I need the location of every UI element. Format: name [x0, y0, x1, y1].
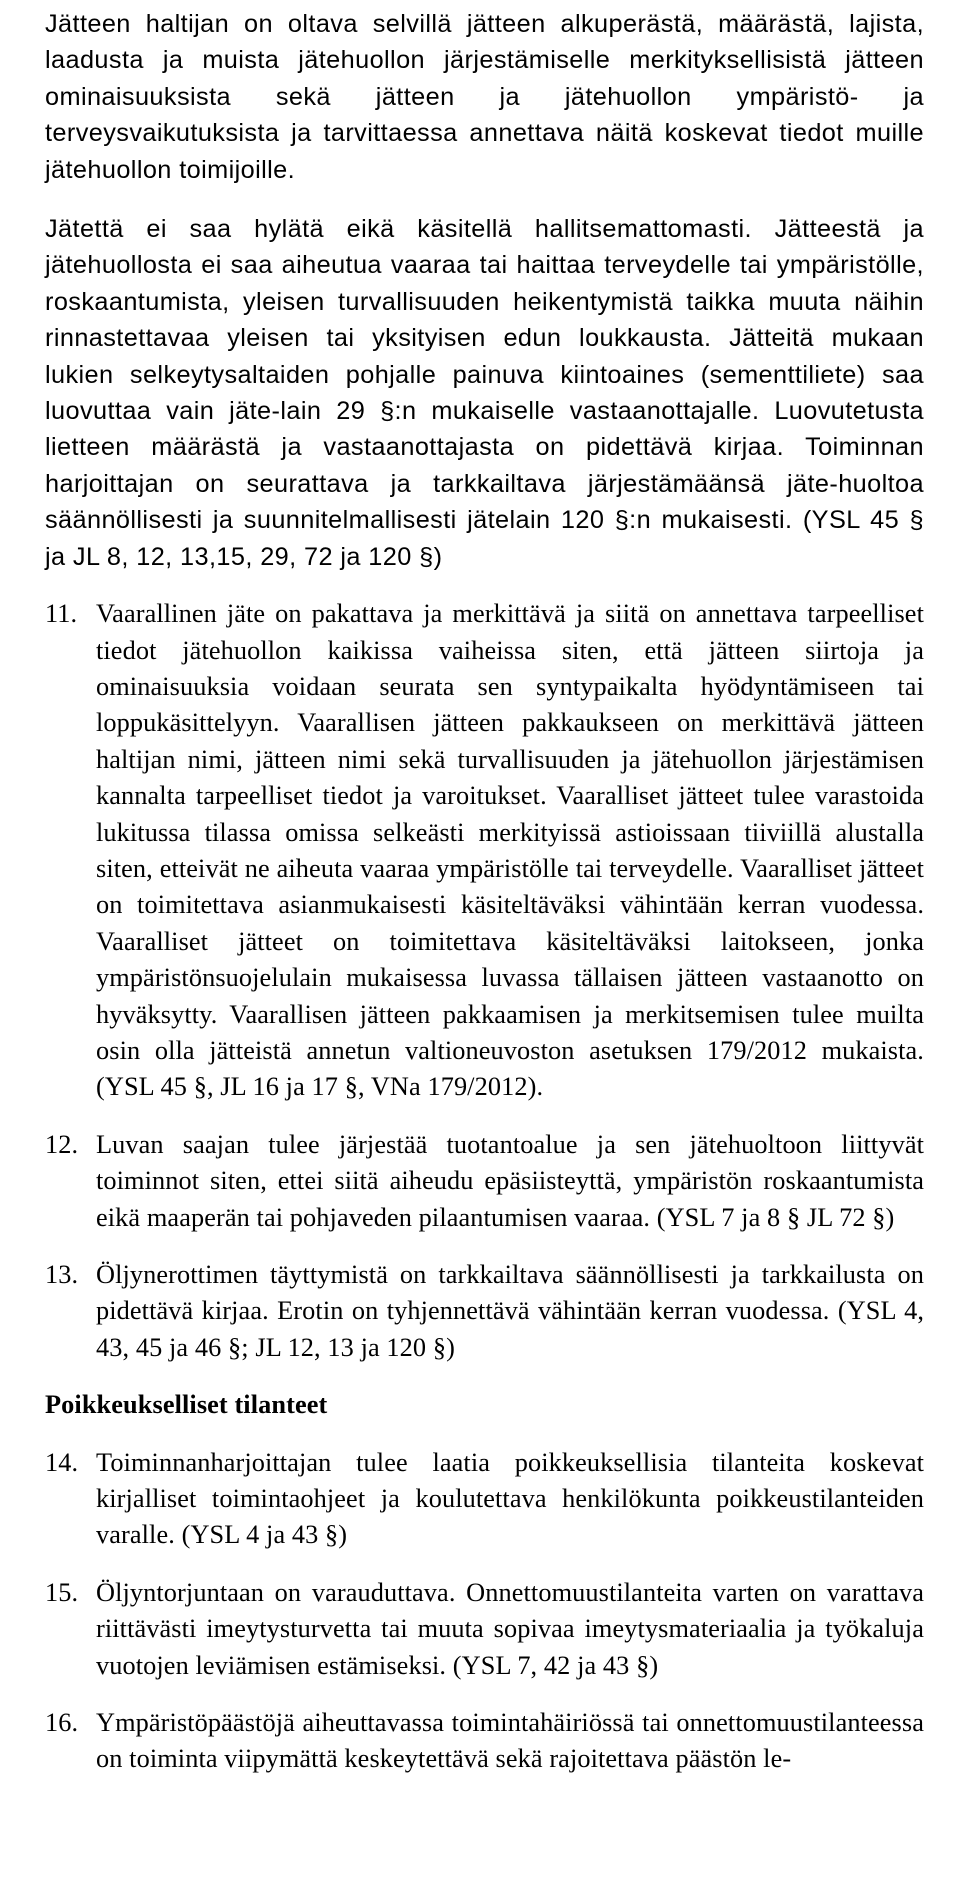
intro-paragraph-2-lead: Jätettä ei saa hylätä eikä käsitellä hallitsemattomasti. [45, 215, 752, 244]
item-text: Toiminnanharjoittajan tulee laatia poikkeuksellisia tilanteita koskevat kirjalliset toimintaohjeet ja koulutettava henkilökunta poikkeustilanteiden varalle. (YSL 4 ja 43 §) [96, 1447, 924, 1550]
intro-paragraph-2-rest: Jätteestä ja jätehuollosta ei saa aiheutua vaaraa tai haittaa terveydelle tai ympäristölle, roskaantumista, yleisen turvallisuuden heikentymistä taikka muuta näihin rinnastettavaa yleisen tai yksityisen edun loukkausta. Jätteitä mukaan lukien selkeytysaltaiden pohjalle painuva kiintoaines (sementtiliete) saa luovuttaa vain jäte-lain 29 §:n mukaiselle vastaanottajalle. Luovutetusta lietteen määrästä ja vastaanottajasta on pidettävä kirjaa. Toiminnan harjoittajan on seurattava ja tarkkailtava järjestämäänsä jäte-huoltoa säännöllisesti ja suunnitelmallisesti jätelain 120 §:n mukaisesti. (YSL 45 § ja JL 8, 12, 13,15, 29, 72 ja 120 §) [45, 215, 925, 571]
item-number: 13. [45, 1260, 79, 1289]
intro-paragraph-2 [45, 211, 924, 575]
intro-paragraph-1: Jätteen haltijan on oltava selvillä jätteen alkuperästä, määrästä, lajista, laadusta ja muista jätehuollon järjestämiselle merkityksellisistä jätteen ominaisuuksista sekä jätteen ja jätehuollon ympäristö- ja terveysvaikutuksista ja tarvittaessa annettava näitä koskevat tiedot muille jätehuollon toimijoille. [45, 10, 924, 184]
item-text: Vaarallinen jäte on pakattava ja merkittävä ja siitä on annettava tarpeelliset tiedot jätehuollon kaikissa vaiheissa siten, että jätteen siirtoja ja ominaisuuksia voidaan seurata sen syntypaikalta hyödyntämiseen tai loppukäsittelyyn. Vaarallisen jätteen pakkaukseen on merkittävä jätteen haltijan nimi, jätteen nimi sekä turvallisuuden ja jätehuollon järjestämisen kannalta tarpeelliset tiedot ja varoitukset. Vaaralliset jätteet tulee varastoida lukitussa tilassa omissa selkeästi merkityissä astioissaan tiiviillä alustalla siten, etteivät ne aiheuta vaaraa ympäristölle tai terveydelle. Vaaralliset jätteet on toimitettava asianmukaisesti käsiteltäväksi vähintään kerran vuodessa. Vaaralliset jätteet on toimitettava käsiteltäväksi laitokseen, jonka ympäristönsuojelulain mukaisessa luvassa tällaisen jätteen vastaanotto on hyväksytty. Vaarallisen jätteen pakkaamisen ja merkitsemisen tulee muilta osin olla jätteistä annetun valtioneuvoston asetuksen 179/2012 mukaista. (YSL 45 §, JL 16 ja 17 §, VNa 179/2012). [96, 599, 924, 1102]
item-text: Luvan saajan tulee järjestää tuotantoalue ja sen jätehuoltoon liittyvät toiminnot siten, ettei siitä aiheudu epäsiisteyttä, ympäristön roskaantumista eikä maaperän tai pohjaveden pilaantumisen vaaraa. (YSL 7 ja 8 § JL 72 §) [96, 1129, 924, 1232]
list-item [45, 1257, 924, 1366]
list-item [45, 1575, 924, 1684]
list-item [45, 1445, 924, 1554]
section-heading: Poikkeukselliset tilanteet [45, 1390, 328, 1420]
item-number: 12. [45, 1129, 79, 1159]
list-item [45, 1127, 924, 1236]
item-number: 15. [45, 1577, 79, 1607]
item-number: 11. [45, 599, 78, 629]
list-item [45, 1705, 924, 1778]
list-item [45, 596, 924, 1106]
item-number: 14. [45, 1447, 79, 1477]
item-text: Ympäristöpäästöjä aiheuttavassa toimintahäiriössä tai onnettomuustilanteessa on toiminta viipymättä keskeytettävä sekä rajoitettava päästön le- [96, 1708, 924, 1774]
item-number: 16. [45, 1708, 79, 1738]
item-text: Öljynerottimen täyttymistä on tarkkailtava säännöllisesti ja tarkkailusta on pidettävä kirjaa. Erotin on tyhjennettävä vähintään kerran vuodessa. (YSL 4, 43, 45 ja 46 §; JL 12, 13 ja 120 §) [96, 1260, 924, 1362]
item-text: Öljyntorjuntaan on varauduttava. Onnettomuustilanteita varten on varattava riittävästi imeytysturvetta tai muuta sopivaa imeytysmateriaalia ja työkaluja vuotojen leviämisen estämiseksi. (YSL 7, 42 ja 43 §) [96, 1577, 924, 1680]
